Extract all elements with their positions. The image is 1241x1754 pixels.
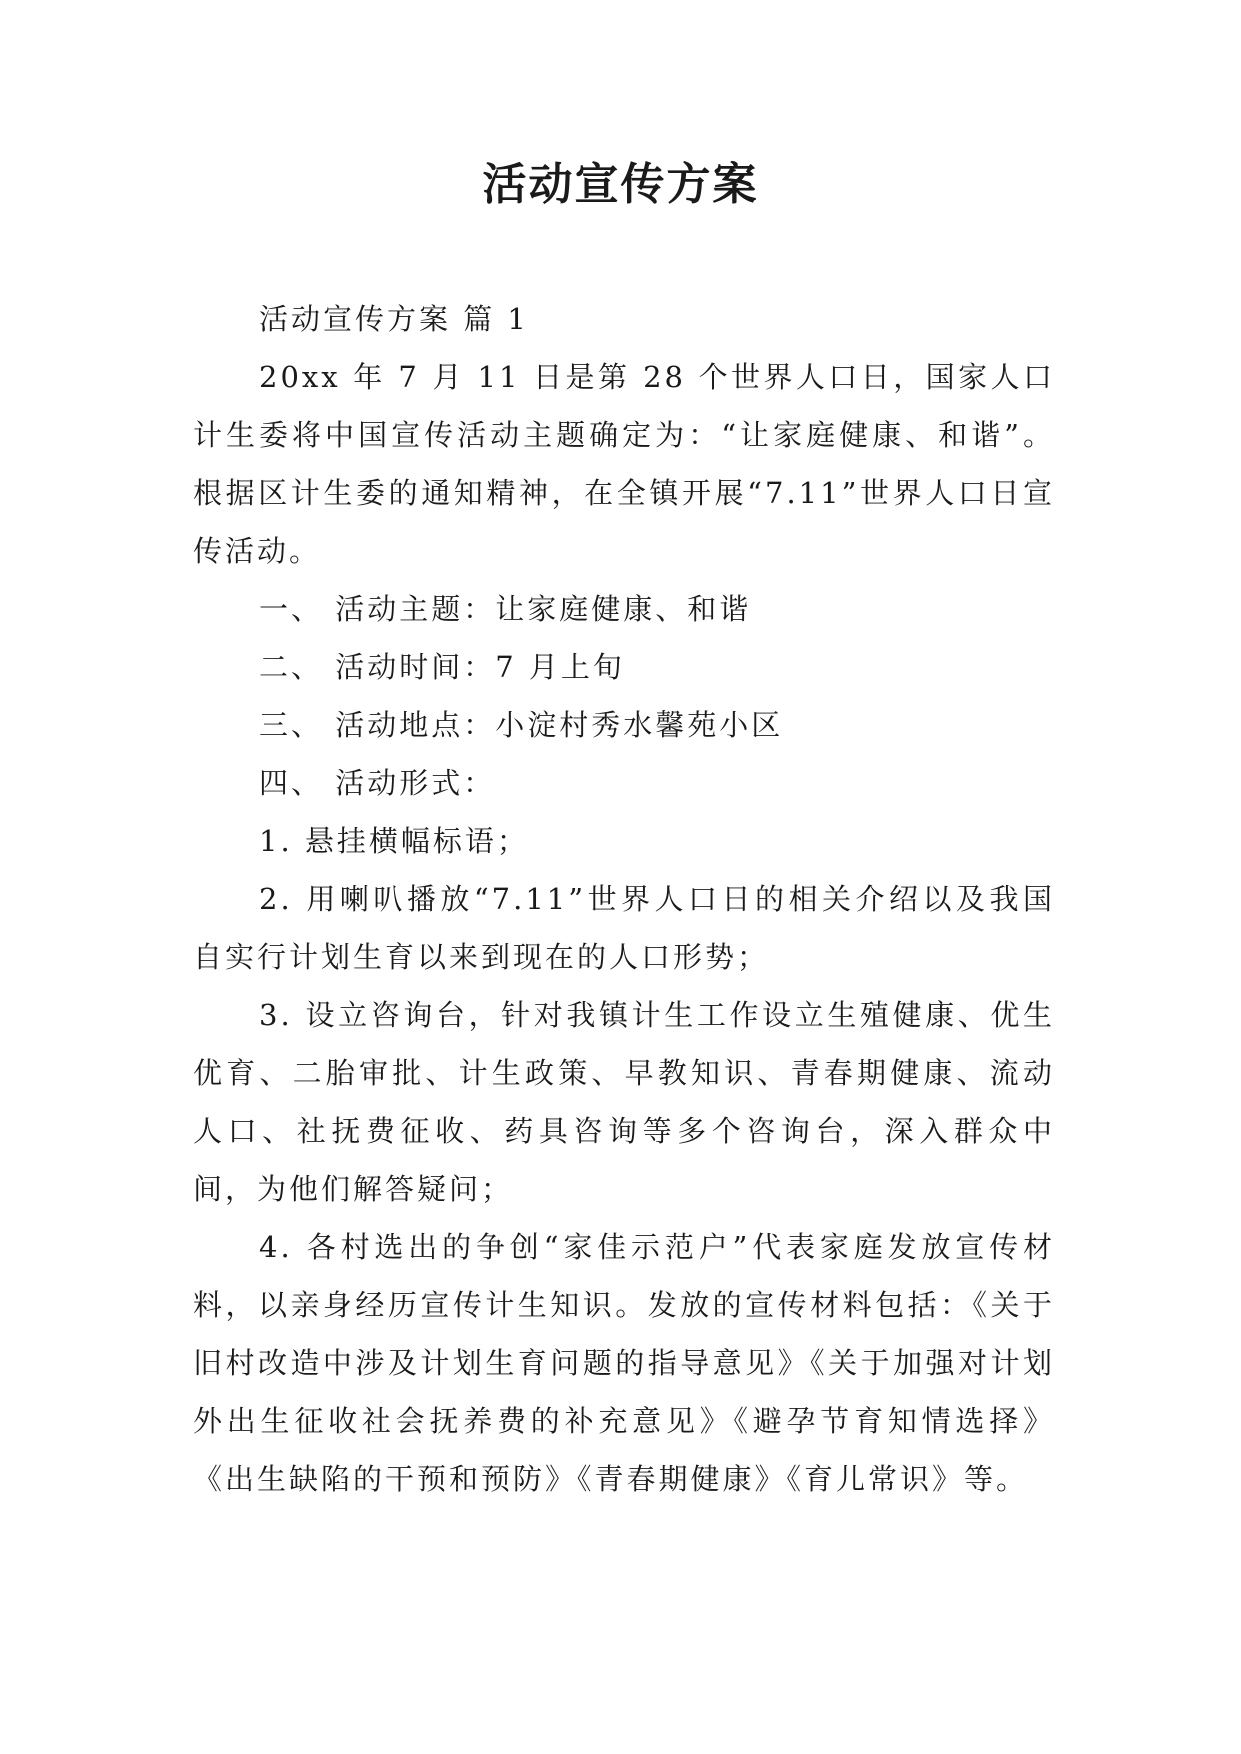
activity-time-item: 二、 活动时间：7 月上旬: [259, 650, 625, 684]
section-heading: 活动宣传方案 篇 1: [259, 302, 529, 336]
activity-format-item: 四、 活动形式：: [259, 766, 496, 800]
format-item-2: 2. 用喇叭播放“7.11”世界人口日的相关介绍以及我国自实行计划生育以来到现在的人口形势；: [193, 882, 1055, 974]
activity-location-item: 三、 活动地点：小淀村秀水馨苑小区: [259, 708, 784, 742]
activity-theme-item: 一、 活动主题：让家庭健康、和谐: [259, 592, 752, 626]
format-item-3: 3. 设立咨询台，针对我镇计生工作设立生殖健康、优生优育、二胎审批、计生政策、早教知识、青春期健康、流动人口、社抚费征收、药具咨询等多个咨询台，深入群众中间，为他们解答疑问；: [193, 998, 1055, 1206]
intro-paragraph: 20xx 年 7 月 11 日是第 28 个世界人口日，国家人口计生委将中国宣传活动主题确定为：“让家庭健康、和谐”。根据区计生委的通知精神，在全镇开展“7.11”世界人口日宣传活动。: [193, 360, 1055, 568]
format-item-4: 4. 各村选出的争创“家佳示范户”代表家庭发放宣传材料，以亲身经历宣传计生知识。发放的宣传材料包括：《关于旧村改造中涉及计划生育问题的指导意见》《关于加强对计划外出生征收社会抚养费的补充意见》《避孕节育知情选择》《出生缺陷的干预和预防》《青春期健康》《育儿常识》等。: [193, 1230, 1055, 1496]
format-item-1: 1. 悬挂横幅标语；: [259, 824, 529, 858]
document-body: [193, 290, 1055, 1508]
document-title: 活动宣传方案: [482, 159, 759, 210]
